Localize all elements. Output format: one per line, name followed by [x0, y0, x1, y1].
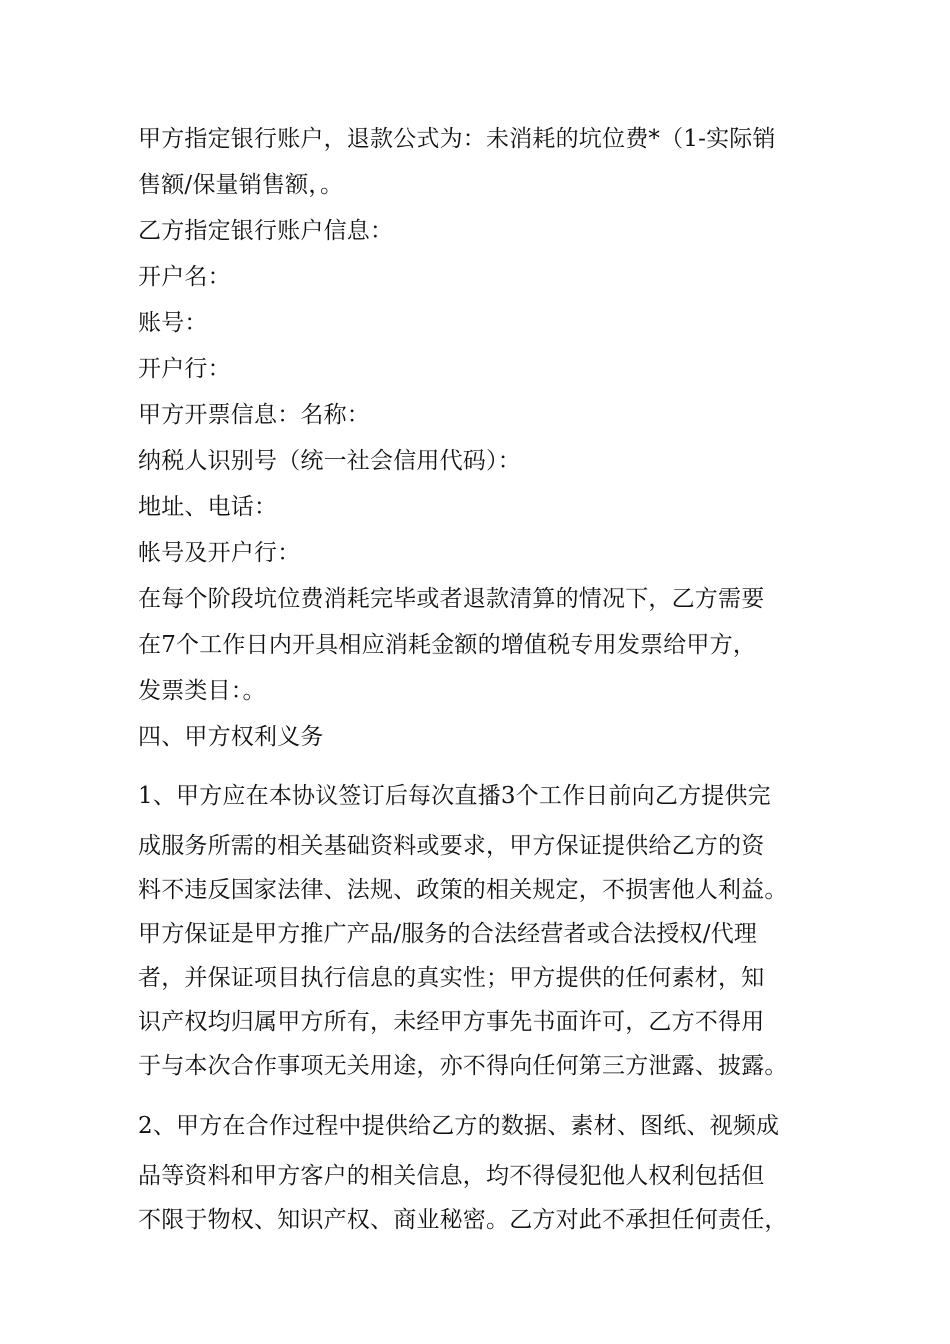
- bank-and-invoice-section: [138, 116, 828, 760]
- text-line: 开户名：: [138, 264, 231, 290]
- text-line: 不限于物权、知识产权、商业秘密。乙方对此不承担任何责任，: [138, 1207, 788, 1233]
- text-line: 在7个工作日内开具相应消耗金额的增值税专用发票给甲方，: [138, 632, 757, 658]
- text-line: 识产权均归属甲方所有，未经甲方事先书面许可，乙方不得用: [138, 1009, 765, 1035]
- text-line: 甲方保证是甲方推广产品/服务的合法经营者或合法授权/代理: [138, 921, 758, 947]
- text-line: 甲方开票信息：名称：: [138, 402, 370, 428]
- text-line: 发票类目：。: [138, 678, 266, 704]
- text-line: 账号：: [138, 310, 208, 336]
- text-line: 于与本次合作事项无关用途，亦不得向任何第三方泄露、披露。: [138, 1053, 788, 1079]
- text-line: 者，并保证项目执行信息的真实性；甲方提供的任何素材，知: [138, 965, 765, 991]
- text-line: 2、甲方在合作过程中提供给乙方的数据、素材、图纸、视频成: [138, 1113, 780, 1139]
- text-line: 在每个阶段坑位费消耗完毕或者退款清算的情况下，乙方需要: [138, 586, 765, 612]
- paragraph-2: [138, 1098, 828, 1242]
- document-body: [138, 116, 828, 1242]
- text-line: 1、甲方应在本协议签订后每次直播3个工作日前向乙方提供完: [138, 783, 771, 809]
- paragraph-1: [138, 768, 828, 1088]
- text-line: 料不违反国家法律、法规、政策的相关规定，不损害他人利益。: [138, 877, 788, 903]
- text-line: 开户行：: [138, 356, 231, 382]
- text-line: 品等资料和甲方客户的相关信息，均不得侵犯他人权利包括但: [138, 1163, 765, 1189]
- text-line: 甲方指定银行账户，退款公式为：未消耗的坑位费*（1-实际销: [138, 126, 776, 152]
- text-line: 成服务所需的相关基础资料或要求，甲方保证提供给乙方的资: [138, 833, 765, 859]
- section-heading: 四、甲方权利义务: [138, 724, 324, 750]
- text-line: 售额/保量销售额，。: [138, 172, 344, 198]
- text-line: 乙方指定银行账户信息：: [138, 218, 394, 244]
- text-line: 帐号及开户行：: [138, 540, 301, 566]
- text-line: 纳税人识别号（统一社会信用代码）：: [138, 448, 521, 474]
- text-line: 地址、电话：: [138, 494, 278, 520]
